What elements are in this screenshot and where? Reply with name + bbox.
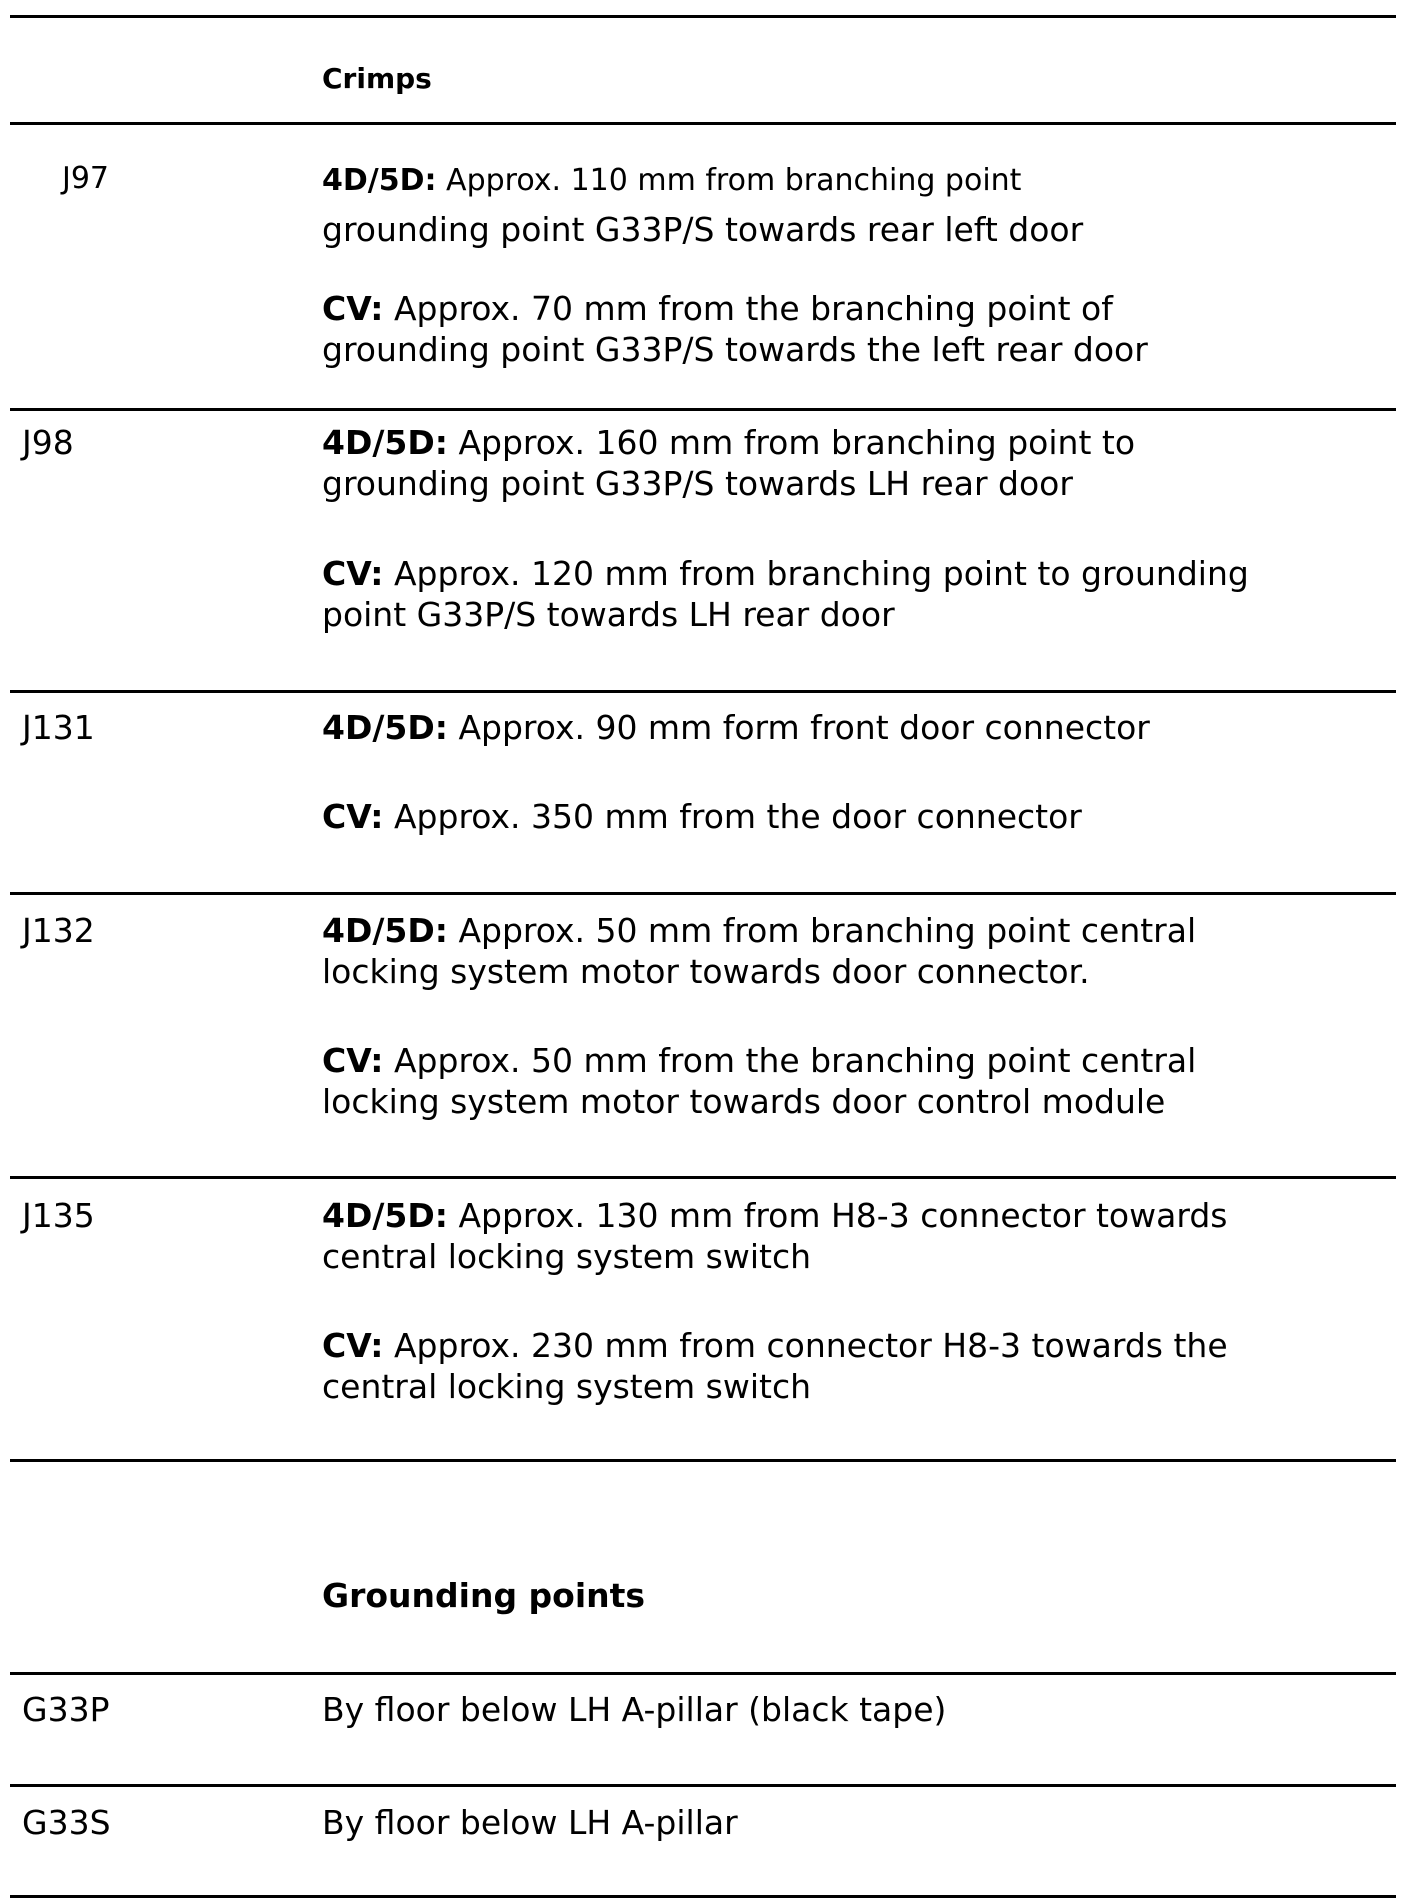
row-divider-j98 (10, 690, 1396, 693)
label-cv: CV: (322, 554, 384, 593)
text: Approx. 50 mm from branching point central (447, 911, 1197, 950)
grounding-code-g33p: G33P (22, 1690, 110, 1729)
crimp-j132-4d5d-line2: locking system motor towards door connector. (322, 952, 1090, 991)
crimps-heading: Crimps (322, 62, 432, 95)
text: Approx. 70 mm from the branching point of (383, 289, 1113, 328)
label-cv: CV: (322, 797, 384, 836)
grounding-header-rule (10, 1672, 1396, 1675)
row-divider-j132 (10, 1176, 1396, 1179)
crimp-j97-4d5d-line2: grounding point G33P/S towards rear left door (322, 210, 1084, 249)
text: Approx. 350 mm from the door connector (383, 797, 1082, 836)
text: Approx. 120 mm from branching point to grounding (383, 554, 1249, 593)
label-4d5d: 4D/5D: (322, 911, 448, 950)
top-rule (10, 15, 1396, 18)
crimp-j97-cv-line1 (322, 288, 1113, 329)
crimp-code-j98: J98 (22, 423, 74, 462)
text: Approx. 130 mm from H8-3 connector towards (447, 1196, 1228, 1235)
crimps-bottom-rule (10, 1459, 1396, 1462)
crimp-j132-cv-line1 (322, 1040, 1196, 1081)
label-cv: CV: (322, 289, 384, 328)
row-divider-j131 (10, 892, 1396, 895)
grounding-g33s-text: By floor below LH A-pillar (322, 1803, 738, 1842)
grounding-g33p-text: By floor below LH A-pillar (black tape) (322, 1690, 947, 1729)
crimp-j131-4d5d-line1 (322, 707, 1150, 748)
crimp-j98-cv-line1 (322, 553, 1249, 594)
crimp-j135-cv-line1 (322, 1325, 1228, 1366)
crimp-code-j132: J132 (22, 911, 95, 950)
crimp-j97-4d5d-line1 (322, 158, 1021, 201)
crimp-j98-4d5d-line2: grounding point G33P/S towards LH rear door (322, 464, 1073, 503)
text: Approx. 110 mm from branching point (436, 163, 1022, 198)
crimp-j131-cv-line1 (322, 796, 1082, 837)
crimp-code-j131: J131 (22, 708, 95, 747)
text: Approx. 160 mm from branching point to (447, 423, 1136, 462)
row-divider-g33p (10, 1784, 1396, 1787)
crimp-j97-cv-line2: grounding point G33P/S towards the left rear door (322, 330, 1148, 369)
grounding-heading: Grounding points (322, 1576, 646, 1615)
crimp-j135-4d5d-line2: central locking system switch (322, 1237, 812, 1276)
label-cv: CV: (322, 1041, 384, 1080)
grounding-code-g33s: G33S (22, 1803, 111, 1842)
crimp-code-j135: J135 (22, 1196, 95, 1235)
label-4d5d: 4D/5D: (322, 163, 437, 198)
crimp-j98-cv-line2: point G33P/S towards LH rear door (322, 595, 895, 634)
header-rule (10, 122, 1396, 125)
bottom-rule (10, 1895, 1396, 1898)
crimp-j135-4d5d-line1 (322, 1195, 1227, 1236)
text: Approx. 90 mm form front door connector (447, 708, 1150, 747)
text: Approx. 230 mm from connector H8-3 towards the (383, 1326, 1228, 1365)
crimp-j132-4d5d-line1 (322, 910, 1196, 951)
text: Approx. 50 mm from the branching point central (383, 1041, 1197, 1080)
label-4d5d: 4D/5D: (322, 1196, 448, 1235)
label-4d5d: 4D/5D: (322, 423, 448, 462)
crimp-code-j97: J97 (62, 161, 110, 196)
crimp-j98-4d5d-line1 (322, 422, 1135, 463)
label-cv: CV: (322, 1326, 384, 1365)
crimp-j132-cv-line2: locking system motor towards door control module (322, 1082, 1166, 1121)
label-4d5d: 4D/5D: (322, 708, 448, 747)
crimp-j135-cv-line2: central locking system switch (322, 1367, 812, 1406)
row-divider-j97 (10, 408, 1396, 411)
